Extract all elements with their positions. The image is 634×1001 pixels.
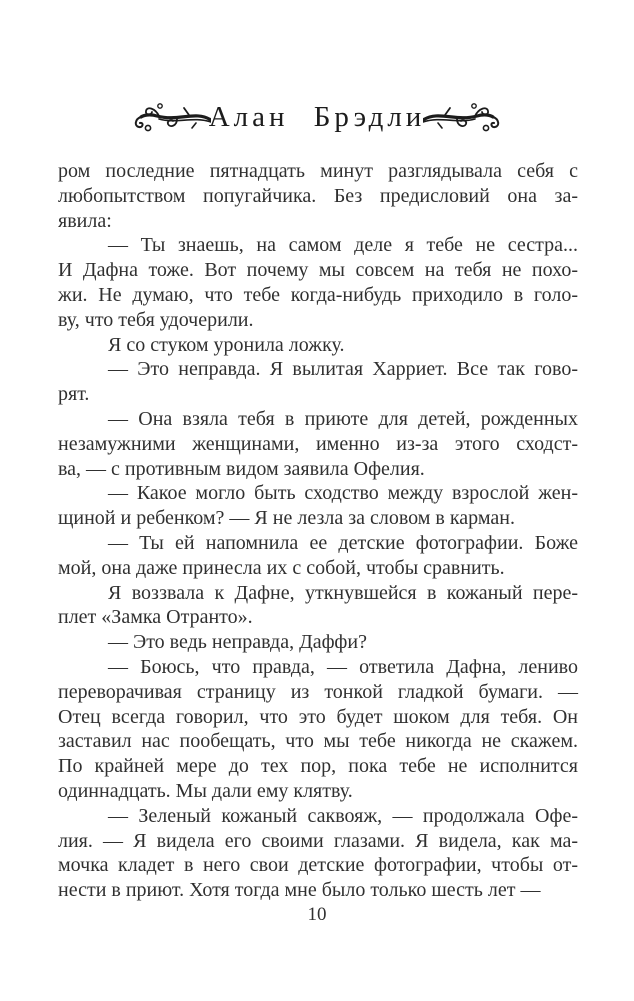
paragraph (58, 581, 578, 631)
text-line: незамужними женщинами, именно из-за этого сходст- (58, 432, 578, 455)
paragraph (58, 630, 578, 655)
text-line: По крайней мере до тех пор, пока тебе не исполнится (58, 755, 578, 778)
text-line: рят. (58, 383, 90, 406)
paragraph (58, 333, 578, 358)
text-line: — Ты ей напомнила ее детские фотографии. Боже (108, 531, 578, 554)
text-line: мой, она даже принесла их с собой, чтобы сравнить. (58, 556, 505, 579)
text-line: явила: (58, 209, 112, 232)
text-line: нести в приют. Хотя тогда мне было только шесть лет — (58, 879, 541, 902)
text-line: мочка кладет в него свои детские фотографии, чтобы от- (58, 854, 578, 877)
paragraph (58, 531, 578, 581)
text-line: любопытством попугайчика. Без предисловий она за- (58, 184, 578, 207)
text-line: — Зеленый кожаный саквояж, — продолжала Офе- (108, 804, 578, 827)
text-block (58, 159, 578, 903)
paragraph (58, 357, 578, 407)
page-number: 10 (307, 904, 327, 925)
paragraph (58, 655, 578, 804)
text-line: — Это ведь неправда, Даффи? (108, 631, 367, 654)
page-header (0, 92, 634, 144)
text-line: одиннадцать. Мы дали ему клятву. (58, 779, 353, 802)
text-line: переворачивая страницу из тонкой гладкой бумаги. — (58, 680, 578, 703)
paragraph (58, 159, 578, 233)
text-line: ром последние пятнадцать минут разглядывала себя с (58, 160, 578, 182)
paragraph (58, 233, 578, 332)
text-line: ву, что тебя удочерили. (58, 308, 254, 331)
text-line: — Она взяла тебя в приюте для детей, рожденных (108, 407, 578, 430)
paragraph (58, 407, 578, 481)
text-line: ва, — с противным видом заявила Офелия. (58, 457, 425, 480)
text-line: — Ты знаешь, на самом деле я тебе не сестра... (108, 234, 578, 257)
text-line: Я воззвала к Дафне, уткнувшейся в кожаный пере- (108, 581, 578, 604)
text-line: — Какое могло быть сходство между взрослой жен- (108, 482, 578, 505)
paragraph (58, 804, 578, 903)
text-line: — Это неправда. Я вылитая Харриет. Все так гово- (108, 358, 578, 381)
author-title: Алан Брэдли (208, 100, 426, 133)
text-line: И Дафна тоже. Вот почему мы совсем на тебя не похо- (58, 259, 578, 282)
flourish-left-icon (133, 97, 211, 139)
flourish-right-icon (423, 97, 501, 139)
text-line: щиной и ребенком? — Я не лезла за словом в карман. (58, 507, 515, 530)
text-line: заставил нас пообещать, что мы тебе никогда не скажем. (58, 730, 578, 753)
text-line: лия. — Я видела его своими глазами. Я видела, как ма- (58, 829, 578, 852)
text-line: плет «Замка Отранто». (58, 606, 253, 629)
text-line: — Боюсь, что правда, — ответила Дафна, лениво (108, 655, 578, 678)
text-line: жи. Не думаю, что тебе когда-нибудь приходило в голо- (58, 283, 578, 306)
text-line: Отец всегда говорил, что это будет шоком для тебя. Он (58, 705, 578, 728)
paragraph (58, 481, 578, 531)
text-line: Я со стуком уронила ложку. (108, 333, 345, 356)
